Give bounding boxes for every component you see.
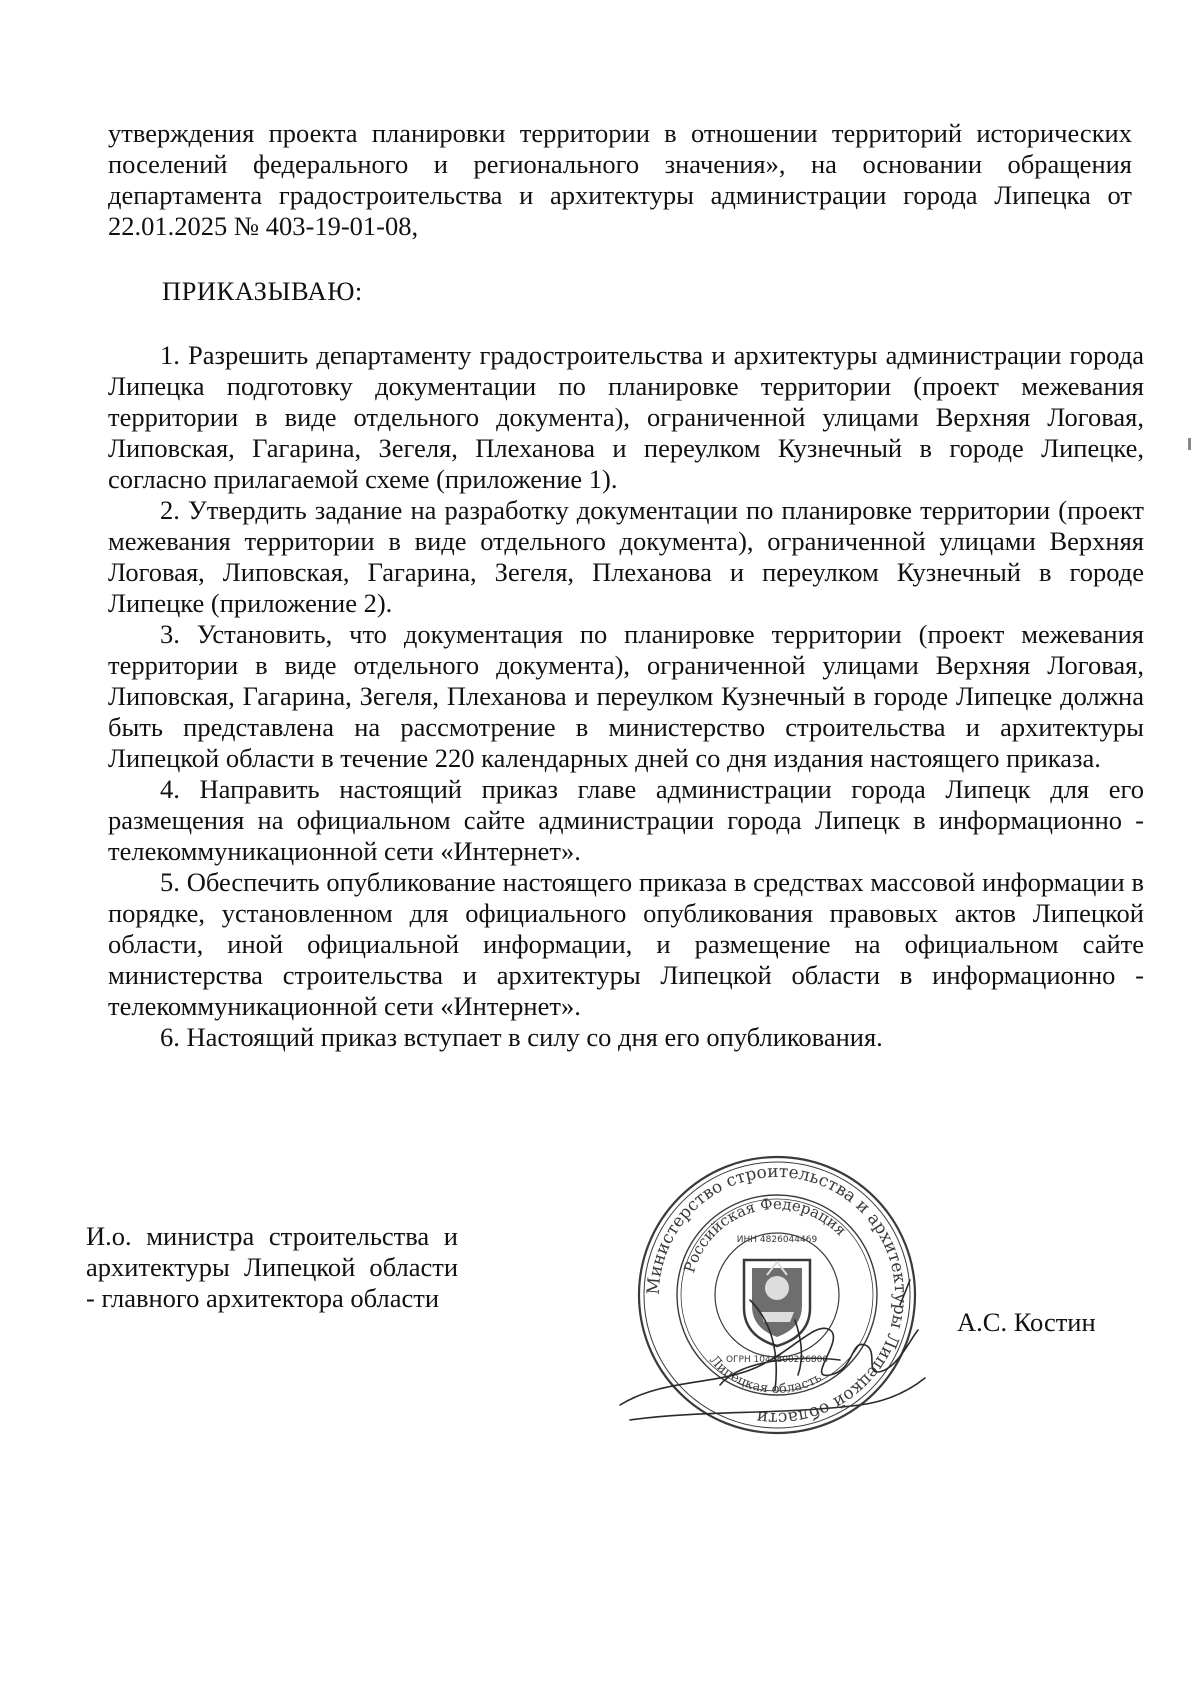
seal-inner-text: Российская Федерация xyxy=(680,1194,850,1275)
seal-ogrn: ОГРН 1044800226806 xyxy=(725,1355,829,1365)
handwritten-signature xyxy=(600,1260,930,1430)
order-item-6: 6. Настоящий приказ вступает в силу со дня его опубликования. xyxy=(160,1022,883,1052)
seal-outer-text: Министерство строительства и архитектуры Липецкой области xyxy=(643,1161,911,1429)
scan-margin-mark xyxy=(1188,438,1191,450)
intro-paragraph: утверждения проекта планировки территории в отношении территорий исторических поселений федерального и регионального значения», на основании обращения департамента градостроительства и архитектуры администрации города Липецка от 22.01.2025 № 403-19-01-08, xyxy=(108,118,1132,241)
order-item-5: 5. Обеспечить опубликование настоящего приказа в средствах массовой информации в порядке, установленном для официального опубликования правовых актов Липецкой области, иной официальной информации, и размещение на официальном сайте министерства строительства и архитектуры Липецкой области в информационно - телекоммуникационной сети «Интернет». xyxy=(108,867,1144,1021)
order-item-2: 2. Утвердить задание на разработку документации по планировке территории (проект межевания территории в виде отдельного документа), ограниченной улицами Верхняя Логовая, Липовская, Гагарина, Зегеля, Плеханова и переулком Кузнечный в городе Липецке (приложение 2). xyxy=(108,495,1144,618)
order-item-4: 4. Направить настоящий приказ главе администрации города Липецк для его размещения на официальном сайте администрации города Липецк в информационно - телекоммуникационной сети «Интернет». xyxy=(108,774,1144,866)
order-items-list xyxy=(108,340,1144,1053)
seal-inn: ИНН 4826044469 xyxy=(736,1235,818,1245)
seal-bottom-text: Липецкая область xyxy=(706,1352,825,1397)
signatory-title: И.о. министра строительства и архитектуры Липецкой области - главного архитектора области xyxy=(86,1221,458,1313)
order-heading: ПРИКАЗЫВАЮ: xyxy=(162,276,363,306)
order-item-3: 3. Установить, что документация по планировке территории (проект межевания территории в виде отдельного документа), ограниченной улицами Верхняя Логовая, Липовская, Гагарина, Зегеля, Плеханова и переулком Кузнечный в городе Липецке должна быть представлена на рассмотрение в министерство строительства и архитектуры Липецкой области в течение 220 календарных дней со дня издания настоящего приказа. xyxy=(108,619,1144,773)
order-item-1: 1. Разрешить департаменту градостроительства и архитектуры администрации города Липецка подготовку документации по планировке территории (проект межевания территории в виде отдельного документа), ограниченной улицами Верхняя Логовая, Липовская, Гагарина, Зегеля, Плеханова и переулком Кузнечный в городе Липецке, согласно прилагаемой схеме (приложение 1). xyxy=(108,340,1144,494)
signatory-name: А.С. Костин xyxy=(957,1307,1096,1337)
